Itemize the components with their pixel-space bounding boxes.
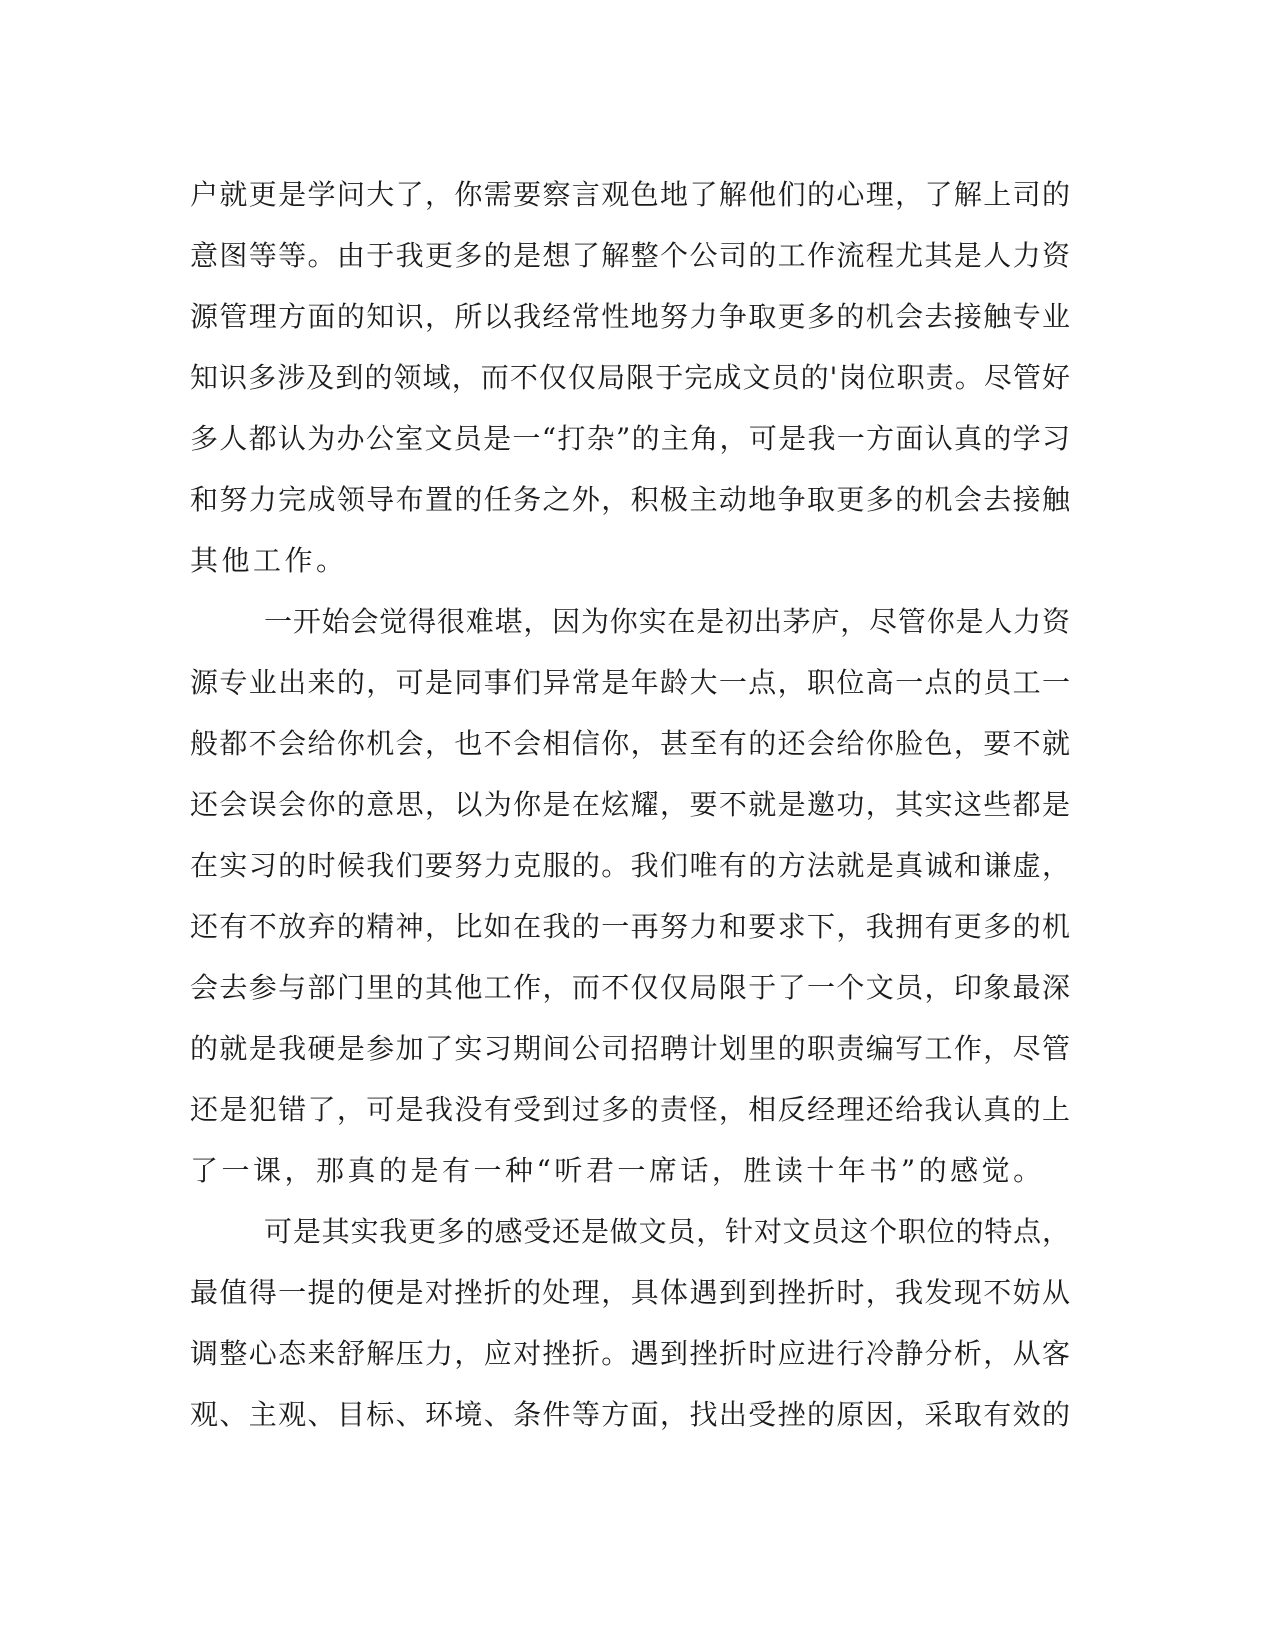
text-line: 一开始会觉得很难堪，因为你实在是初出茅庐，尽管你是人力资 [264, 605, 1070, 638]
text-line: 多人都认为办公室文员是一“打杂”的主角，可是我一方面认真的学习 [190, 422, 1070, 455]
text-line: 会去参与部门里的其他工作，而不仅仅局限于了一个文员，印象最深 [190, 971, 1070, 1004]
text-line: 了一课，那真的是有一种“听君一席话，胜读十年书”的感觉。 [190, 1154, 1045, 1187]
text-line: 源专业出来的，可是同事们异常是年龄大一点，职位高一点的员工一 [190, 666, 1070, 699]
text-line: 还会误会你的意思，以为你是在炫耀，要不就是邀功，其实这些都是 [190, 788, 1070, 821]
paragraph-1 [190, 164, 1070, 591]
text-line: 调整心态来舒解压力，应对挫折。遇到挫折时应进行冷静分析，从客 [190, 1337, 1070, 1370]
paragraph-2 [190, 591, 1070, 1201]
text-line: 观、主观、目标、环境、条件等方面，找出受挫的原因，采取有效的 [190, 1398, 1070, 1431]
document-body [190, 164, 1070, 1445]
text-line: 最值得一提的便是对挫折的处理，具体遇到到挫折时，我发现不妨从 [190, 1276, 1070, 1309]
text-line: 源管理方面的知识，所以我经常性地努力争取更多的机会去接触专业 [190, 300, 1070, 333]
text-line: 其他工作。 [190, 544, 348, 577]
text-line: 还是犯错了，可是我没有受到过多的责怪，相反经理还给我认真的上 [190, 1093, 1070, 1126]
text-line: 和努力完成领导布置的任务之外，积极主动地争取更多的机会去接触 [190, 483, 1070, 516]
paragraph-3 [190, 1201, 1070, 1445]
text-line: 可是其实我更多的感受还是做文员，针对文员这个职位的特点， [264, 1215, 1070, 1248]
text-line: 意图等等。由于我更多的是想了解整个公司的工作流程尤其是人力资 [190, 239, 1070, 272]
text-line: 的就是我硬是参加了实习期间公司招聘计划里的职责编写工作，尽管 [190, 1032, 1070, 1065]
text-line: 知识多涉及到的领域，而不仅仅局限于完成文员的'岗位职责。尽管好 [190, 361, 1070, 394]
text-line: 还有不放弃的精神，比如在我的一再努力和要求下，我拥有更多的机 [190, 910, 1070, 943]
text-line: 户就更是学问大了，你需要察言观色地了解他们的心理，了解上司的 [190, 178, 1070, 211]
text-line: 般都不会给你机会，也不会相信你，甚至有的还会给你脸色，要不就 [190, 727, 1070, 760]
text-line: 在实习的时候我们要努力克服的。我们唯有的方法就是真诚和谦虚， [190, 849, 1070, 882]
